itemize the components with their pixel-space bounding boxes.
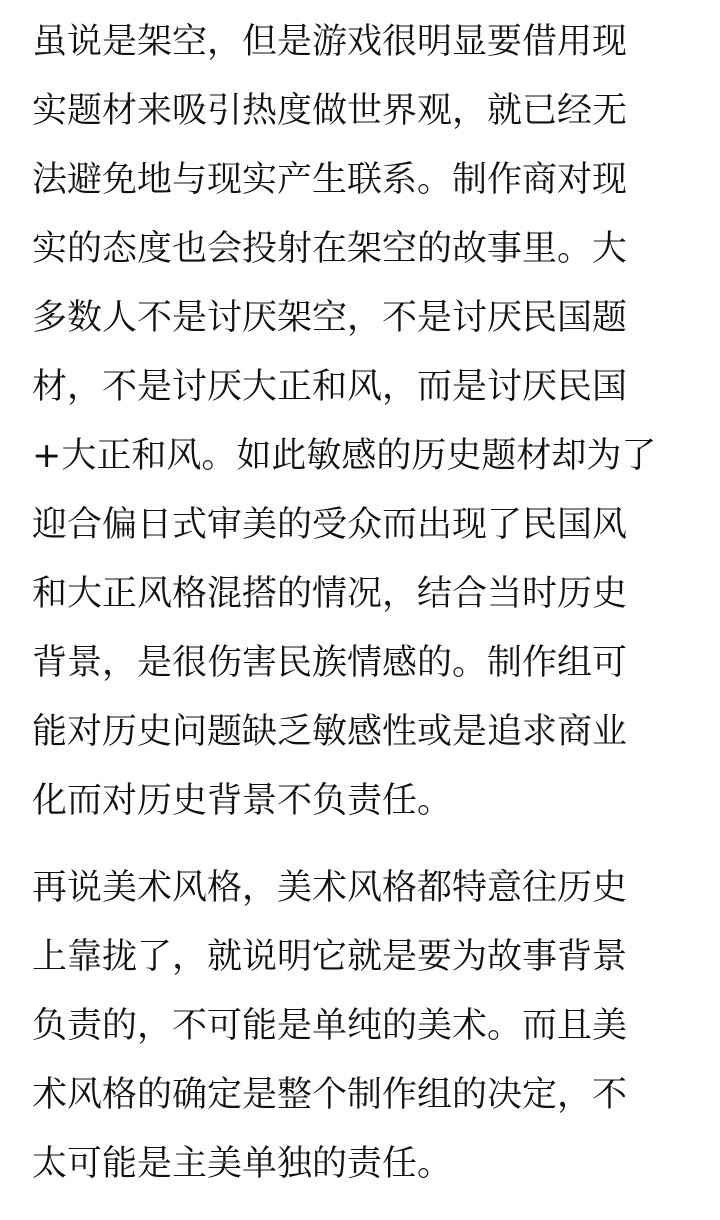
- text-line: 多数人不是讨厌架空，不是讨厌民国题: [32, 298, 628, 338]
- paragraph-2: [32, 854, 692, 1199]
- text-line: 能对历史问题缺乏敏感性或是追求商业: [32, 712, 628, 752]
- text-line: 背景，是很伤害民族情感的。制作组可: [32, 643, 628, 683]
- text-line: 和大正风格混搭的情况，结合当时历史: [32, 574, 628, 614]
- text-line: 迎合偏日式审美的受众而出现了民国风: [32, 505, 628, 545]
- text-line: 虽说是架空，但是游戏很明显要借用现: [32, 22, 628, 62]
- text-line: 化而对历史背景不负责任。: [32, 781, 453, 821]
- text-line: 太可能是主美单独的责任。: [32, 1144, 453, 1184]
- text-line: 材，不是讨厌大正和风，而是讨厌民国: [32, 367, 628, 407]
- paragraph-spacer: [32, 836, 692, 854]
- paragraph-1: [32, 8, 692, 836]
- text-line: 法避免地与现实产生联系。制作商对现: [32, 160, 628, 200]
- text-line: 实的态度也会投射在架空的故事里。大: [32, 229, 628, 269]
- text-line: 实题材来吸引热度做世界观，就已经无: [32, 91, 628, 131]
- text-line: 再说美术风格，美术风格都特意往历史: [32, 868, 628, 908]
- text-line: 负责的，不可能是单纯的美术。而且美: [32, 1006, 628, 1046]
- article-body: [32, 8, 692, 1199]
- text-line: 上靠拢了，就说明它就是要为故事背景: [32, 937, 628, 977]
- text-line: +大正和风。如此敏感的历史题材却为了: [32, 436, 657, 476]
- text-line: 术风格的确定是整个制作组的决定，不: [32, 1075, 628, 1115]
